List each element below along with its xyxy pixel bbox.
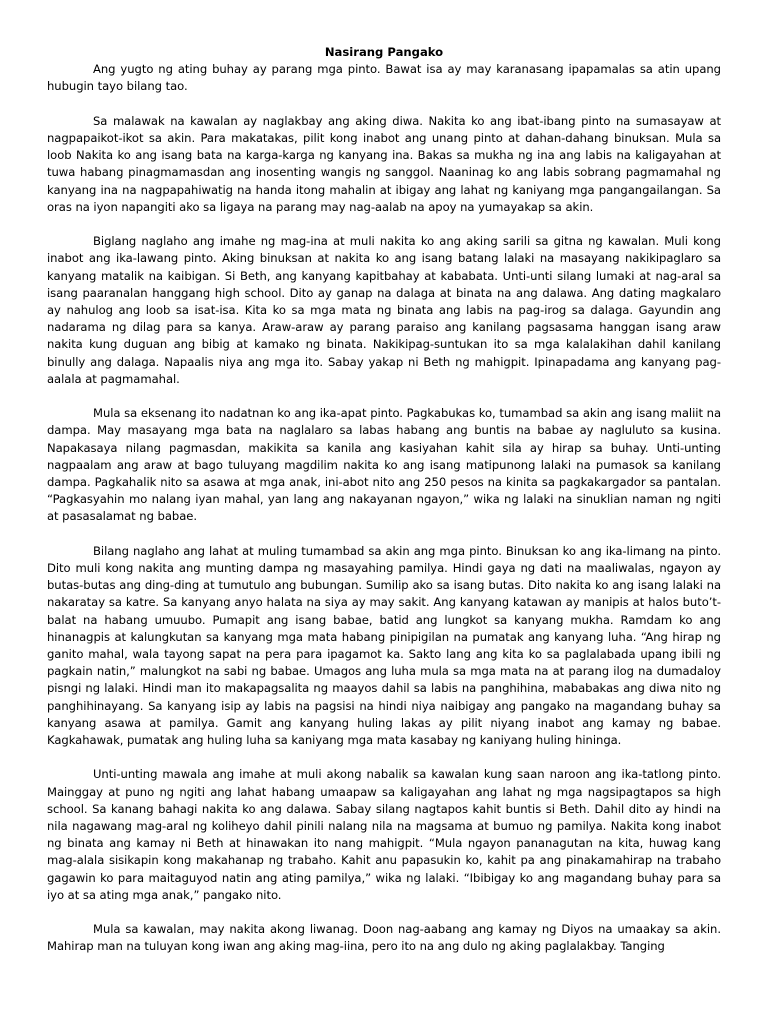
document-page [47, 44, 721, 973]
paragraph-3: Biglang naglaho ang imahe ng mag-ina at muli nakita ko ang aking sarili sa gitna ng kawalan. Muli kong inabot ang ika-lawang pinto. Aking binuksan at nakita ko ang isang batang lalaki na masayang nakikipaglaro sa kanyang matalik na kaibigan. Si Beth, ang kanyang kapitbahay at kababata. Unti-unti silang lumaki at nag-aral sa isang paaranalan hanggang high school. Dito ay ganap na dalaga at binata na ang dalawa. Ang dating magkalaro ay nahulog ang loob sa isat-isa. Kita ko sa mga mata ng binata ang labis na pag-irog sa dalaga. Gayundin ang nadarama ng dilag para sa kanya. Araw-araw ay parang paraiso ang kanilang pagsasama hanggan isang araw nakita kung duguan ang bibig at kamako ng binata. Nakikipag-suntukan ito sa mga kalalakihan dahil kanilang binully ang dalaga. Napaalis niya ang mga ito. Sabay yakap ni Beth ng mahigpit. Ipinapadama ang kanyang pag-aalala at pagmamahal. [47, 234, 721, 386]
paragraph-6: Unti-unting mawala ang imahe at muli akong nabalik sa kawalan kung saan naroon ang ika-tatlong pinto. Mainggay at puno ng ngiti ang lahat habang umaapaw sa kaligayahan ang lahat ng mga nagsipagtapos sa high school. Sa kanang bahagi nakita ko ang dalawa. Sabay silang nagtapos kahit buntis si Beth. Dahil dito ay hindi na nila nagawang mag-aral ng koliheyo dahil pinili nalang nila na magsama at bumuo ng pamilya. Nakita kong inabot ng binata ang kamay ni Beth at hinawakan ito nang mahigpit. “Mula ngayon pananagutan na kita, huwag kang mag-alala sisikapin kong makahanap ng trabaho. Kahit anu papasukin ko, kahit pa ang pinakamahirap na trabaho gagawin ko para maitaguyod natin ang ating pamilya,” wika ng lalaki. “Ibibigay ko ang magandang buhay para sa iyo at sa ating mga anak,” pangako nito. [47, 767, 721, 902]
paragraph-1: Ang yugto ng ating buhay ay parang mga pinto. Bawat isa ay may karanasang ipapamalas sa atin upang hubugin tayo bilang tao. [47, 62, 721, 94]
paragraph-2: Sa malawak na kawalan ay naglakbay ang aking diwa. Nakita ko ang ibat-ibang pinto na sumasayaw at nagpapaikot-ikot sa akin. Para makatakas, pilit kong inabot ang unang pinto at dahan-dahang binuksan. Mula sa loob Nakita ko ang isang bata na karga-karga ng kanyang ina. Bakas sa mukha ng ina ang labis na kaligayahan at tuwa habang pinagmamasdan ang inosenting wangis ng sanggol. Naaninag ko ang labis sobrang pagmamahal ng kanyang ina na nagpapahiwatig na handa itong mahalin at ibigay ang lahat ng kaniyang mga pangangailangan. Sa oras na iyon napangiti ako sa ligaya na parang may nag-aalab na apoy na yumayakap sa akin. [47, 113, 721, 214]
paragraph-7: Mula sa kawalan, may nakita akong liwanag. Doon nag-aabang ang kamay ng Diyos na umaakay sa akin. Mahirap man na tuluyan kong iwan ang aking mag-iina, pero ito na ang dulo ng aking paglalakbay. Tanging [47, 922, 721, 954]
paragraph-4: Mula sa eksenang ito nadatnan ko ang ika-apat pinto. Pagkabukas ko, tumambad sa akin ang isang maliit na dampa. May masayang mga bata na naglalaro sa labas habang ang buntis na babae ay nagluluto sa kusina. Napakasaya nilang pagmasdan, makikita sa kanila ang kasiyahan kahit sila ay hirap sa buhay. Unti-unting nagpaalam ang araw at bago tuluyang magdilim nakita ko ang isang matipunong lalaki na pumasok sa kanilang dampa. Pagkahalik nito sa asawa at mga anak, ini-abot nito ang 250 pesos na kinita sa pagkakargador sa pantalan. “Pagkasyahin mo nalang iyan mahal, yan lang ang nakayanan ngayon,” wika ng lalaki na sinuklian naman ng ngiti at pasasalamat ng babae. [47, 406, 721, 524]
document-title: Nasirang Pangako [324, 45, 444, 59]
paragraph-5: Bilang naglaho ang lahat at muling tumambad sa akin ang mga pinto. Binuksan ko ang ika-limang na pinto. Dito muli kong nakita ang munting dampa ng masayahing pamilya. Hindi gaya ng dati na maaliwalas, ngayon ay butas-butas ang ding-ding at tumutulo ang bubungan. Sumilip ako sa isang butas. Dito nakita ko ang isang lalaki na nakaratay sa katre. Sa kanyang anyo halata na siya ay may sakit. Ang kanyang katawan ay manipis at halos buto’t-balat na habang umuubo. Pumapit ang isang babae, batid ang lungkot sa kanyang mukha. Ramdam ko ang hinanagpis at kalungkutan sa kanyang mga mata habang pinipigilan na pumatak ang kanyang luha. “Ang hirap ng ganito mahal, wala tayong sapat na pera para ipagamot ka. Sakto lang ang kita ko sa paglalabada upang ibili ng pagkain natin,” malungkot na sabi ng babae. Umagos ang luha mula sa mga mata na at parang ilog na dumadaloy pisngi ng lalaki. Hindi man ito makapagsalita ng maayos dahil sa labis na panghihina, mababakas ang diwa nito ng panghihinayang. Sa kanyang isip ay labis na pagsisi na hindi niya naibigay ang pangako na magandang buhay sa kanyang asawa at pamilya. Gamit ang kanyang huling lakas ay pilit niyang inabot ang kamay ng babae. Kagkahawak, pumatak ang huling luha sa kaniyang mga mata kasabay ng kaniyang huling hininga. [47, 543, 721, 748]
